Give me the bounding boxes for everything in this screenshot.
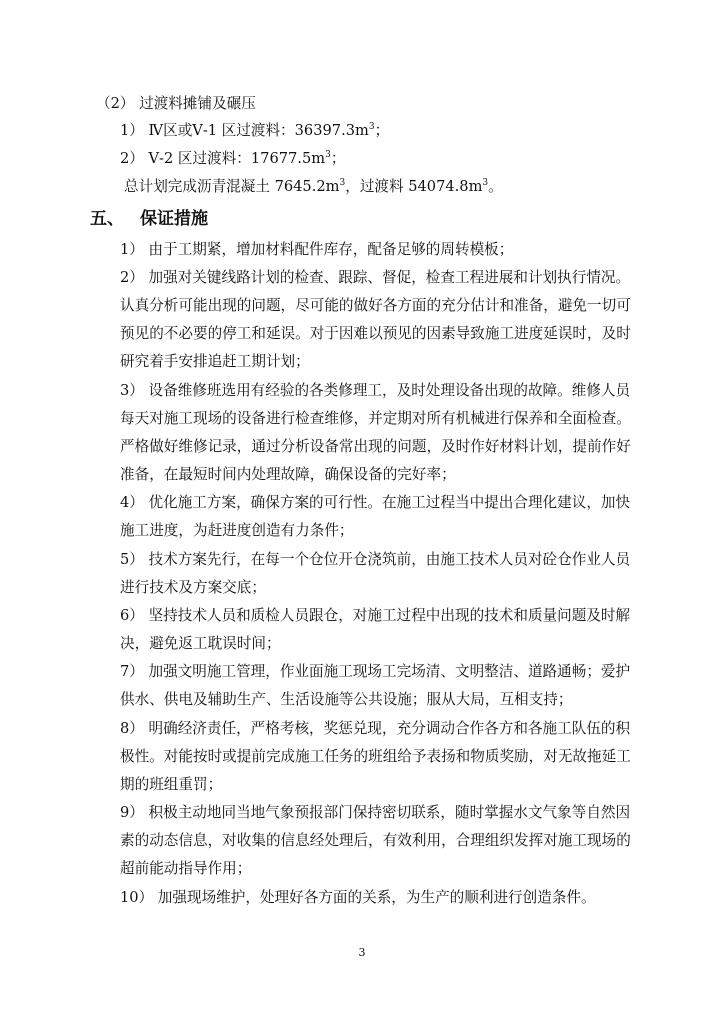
heading-title: 保证措施 — [140, 209, 208, 229]
item-2-text: 2） Ⅴ-2 区过渡料：17677.5m — [120, 150, 326, 167]
section-heading — [90, 208, 208, 230]
body-line: 2） 加强对关键线路计划的检查、跟踪、督促，检查工程进展和计划执行情况。 — [120, 269, 631, 286]
total-sup-2: 3 — [482, 178, 489, 189]
body-line: 准备，在最短时间内处理故障，确保设备的完好率； — [120, 466, 456, 483]
body-line: 期的班组重罚； — [120, 776, 223, 793]
body-line: 9） 积极主动地同当地气象预报部门保持密切联系，随时掌握水文气象等自然因 — [120, 804, 631, 821]
heading-number: 五、 — [90, 209, 124, 229]
item-1-unit-sup: 3 — [368, 122, 375, 133]
total-part-3: 。 — [488, 178, 503, 195]
body-line: 10） 加强现场维护，处理好各方面的关系，为生产的顺利进行创造条件。 — [120, 889, 596, 906]
transition-material-item-1 — [120, 121, 389, 141]
item-1-text: 1） Ⅳ区或Ⅴ-1 区过渡料：36397.3m — [120, 122, 369, 139]
item-2-suffix: ； — [330, 150, 346, 167]
body-line: 认真分析可能出现的问题，尽可能的做好各方面的充分估计和准备，避免一切可 — [120, 297, 631, 314]
body-line: 3） 设备维修班选用有经验的各类修理工，及时处理设备出现的故障。维修人员 — [120, 382, 631, 399]
body-line: 决，避免返工耽误时间； — [120, 635, 281, 652]
transition-material-item-2 — [120, 149, 345, 169]
total-plan-line — [124, 177, 503, 197]
body-line: 5） 技术方案先行，在每一个仓位开仓浇筑前，由施工技术人员对砼仓作业人员 — [120, 551, 631, 568]
section-2-label: （2） 过渡料摊铺及碾压 — [96, 95, 256, 112]
body-line: 预见的不必要的停工和延误。对于因难以预见的因素导致施工进度延误时，及时 — [120, 325, 631, 342]
body-line: 极性。对能按时或提前完成施工任务的班组给予表扬和物质奖励，对无故拖延工 — [120, 748, 631, 765]
body-line: 研究着手安排追赶工期计划； — [120, 353, 310, 370]
body-line: 6） 坚持技术人员和质检人员跟仓，对施工过程中出现的技术和质量问题及时解 — [120, 607, 631, 624]
body-line: 素的动态信息，对收集的信息经处理后，有效利用，合理组织发挥对施工现场的 — [120, 832, 631, 849]
body-line: 每天对施工现场的设备进行检查维修，并定期对所有机械进行保养和全面检查。 — [120, 410, 631, 427]
body-line: 8） 明确经济责任，严格考核，奖惩兑现，充分调动合作各方和各施工队伍的积 — [120, 720, 631, 737]
body-line: 施工进度，为赶进度创造有力条件； — [120, 522, 354, 539]
item-2-unit-sup: 3 — [325, 150, 331, 161]
body-line: 进行技术及方案交底； — [120, 579, 266, 596]
item-1-suffix: ； — [374, 122, 390, 139]
total-part-1: 总计划完成沥青混凝土 7645.2m — [124, 178, 340, 195]
total-sup-1: 3 — [339, 178, 346, 189]
body-line: 4） 优化施工方案，确保方案的可行性。在施工过程当中提出合理化建议，加快 — [120, 494, 631, 511]
body-line: 供水、供电及辅助生产、生活设施等公共设施；服从大局，互相支持； — [120, 691, 573, 708]
page-number: 3 — [358, 946, 366, 959]
body-line: 7） 加强文明施工管理，作业面施工现场工完场清、文明整洁、道路通畅；爱护 — [120, 663, 631, 680]
total-part-2: ，过渡料 54074.8m — [345, 178, 483, 195]
body-line: 严格做好维修记录，通过分析设备常出现的问题，及时作好材料计划，提前作好 — [120, 438, 631, 455]
body-line: 1） 由于工期紧，增加材料配件库存，配备足够的周转模板； — [120, 241, 514, 258]
body-line: 超前能动指导作用； — [120, 860, 252, 877]
